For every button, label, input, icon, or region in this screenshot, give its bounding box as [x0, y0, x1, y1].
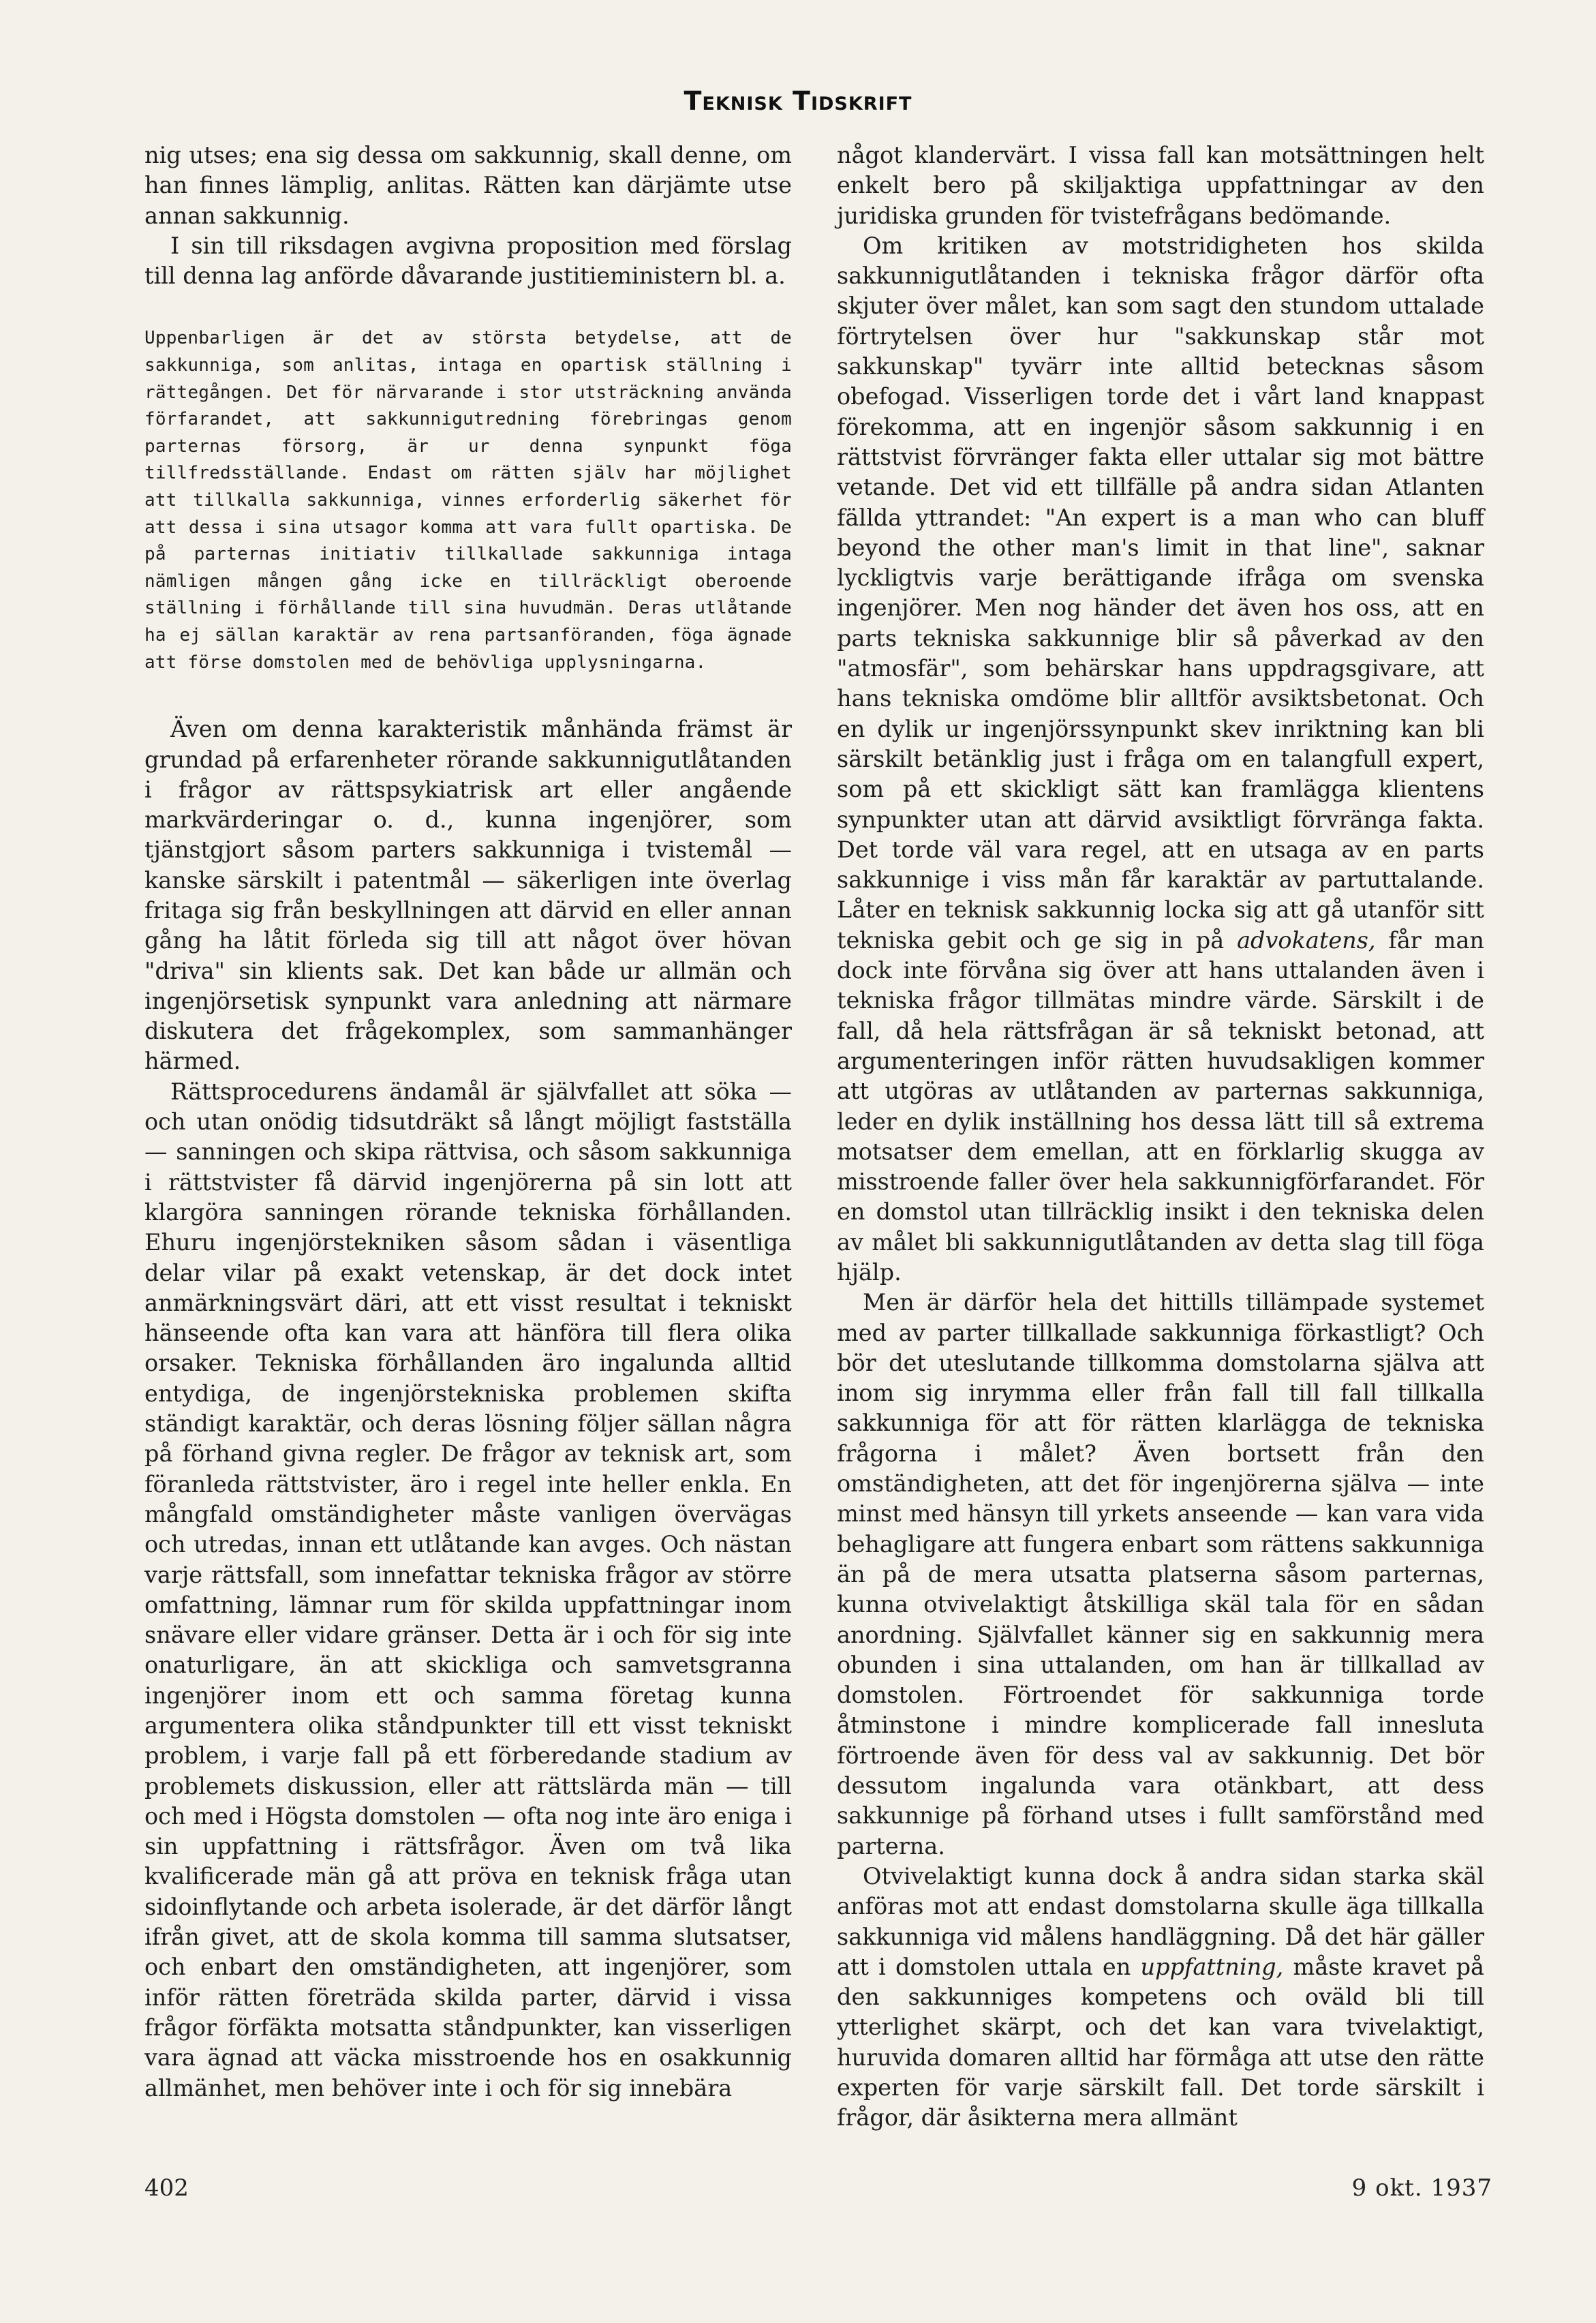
paragraph: nig utses; ena sig dessa om sakkunnig, skall denne, om han finnes lämplig, anlitas. Rätten kan därjämte utse annan sakkunnig. — [144, 142, 792, 229]
block-quote — [144, 325, 792, 676]
paragraph: något klandervärt. I vissa fall kan motsättningen helt enkelt bero på skiljaktiga uppfattningar av den juridiska grunden för tvistefrågans bedömande. — [837, 142, 1484, 229]
text-run: måste kravet på den sakkunniges kompetens och oväld bli till ytterlighet skärpt, och det kan vara tvivelaktigt, huruvida domaren alltid har förmåga att utse den rätte experten för varje särskilt fall. Det torde särskilt i frågor, där åsikterna mera allmänt — [837, 1953, 1484, 2131]
paragraph — [837, 231, 1484, 1288]
quote-text: Uppenbarligen är det av största betydelse, att de sakkunniga, som anlitas, intaga en opartisk ställning i rättegången. Det för närvarande i stor utsträckning använda förfarandet, att sakkunnigutredning förebringas genom parternas försorg, är ur denna synpunkt föga tillfredsställande. Endast om rätten själv har möjlighet att tillkalla sakkunniga, vinnes erforderlig säkerhet för att dessa i sina utsagor komma att vara fullt opartiska. De på parternas initiativ tillkallade sakkunniga intaga nämligen mången gång icke en tillräckligt oberoende ställning i förhållande till sina huvudmän. Deras utlåtande ha ej sällan karaktär av rena partsanföranden, föga ägnade att förse domstolen med de behövliga upplysningarna. — [144, 328, 792, 673]
paragraph: I sin till riksdagen avgivna proposition med förslag till denna lag anförde dåvarande justitieministern bl. a. — [144, 232, 792, 290]
text-run: får man dock inte förvåna sig över att hans uttalanden även i tekniska frågor tillmätas mindre värde. Särskilt i de fall, då hela rättsfrågan är så tekniskt betonad, att argumenteringen inför rätten huvudsakligen kommer att utgöras av utlåtanden av parternas sakkunniga, leder en dylik inställning hos dessa lätt till så extrema motsatser dem emellan, att en förklarlig skugga av misstroende faller över hela sakkunnigförfarandet. För en domstol utan tillräcklig insikt i den tekniska delen av målet bli sakkunnigutlåtanden av detta slag till föga hjälp. — [837, 926, 1484, 1286]
issue-date: 9 okt. 1937 — [1351, 2174, 1492, 2202]
paragraph — [837, 1862, 1484, 2134]
italic-text: uppfattning, — [1140, 1953, 1284, 1980]
paragraph: Men är därför hela det hittills tillämpade systemet med av parter tillkallade sakkunniga förkastligt? Och bör det uteslutande tillkomma domstolarna själva att inom sig inrymma eller från fall till fall tillkalla sakkunniga för att för rätten klarlägga de tekniska frågorna i målet? Även bortsett från den omständigheten, att det för ingenjörerna själva — inte minst med hänsyn till yrkets anseende — kan vara vida behagligare att fungera enbart som rättens sakkunniga än på de mera utsatta platserna såsom parternas, kunna otvivelaktigt åtskilliga skäl tala för en sådan anordning. Självfallet känner sig en sakkunnig mera obunden i sina uttalanden, om han är tillkallad av domstolen. Förtroendet för sakkunniga torde åtminstone i mindre komplicerade fall innesluta förtroende även för dess val av sakkunnig. Det bör dessutom ingalunda vara otänkbart, att dess sakkunnige på förhand utses i fullt samförstånd med parterna. — [837, 1289, 1484, 1859]
page-number: 402 — [144, 2174, 189, 2202]
journal-title: Teknisk Tidskrift — [684, 86, 912, 116]
paragraph: Rättsprocedurens ändamål är självfallet att söka — och utan onödig tidsutdräkt så långt möjligt fastställa — sanningen och skipa rättvisa, och såsom sakkunniga i rättstvister få därvid ingenjörerna på sin lott att klargöra sanningen rörande tekniska förhållanden. Ehuru ingenjörstekniken såsom sådan i väsentliga delar vilar på exakt vetenskap, är det dock intet anmärkningsvärt däri, att ett visst resultat i tekniskt hänseende ofta kan vara att hänföra till flera olika orsaker. Tekniska förhållanden äro ingalunda alltid entydiga, de ingenjörstekniska problemen skifta ständigt karaktär, och deras lösning följer sällan några på förhand givna regler. De frågor av teknisk art, som föranleda rättstvister, äro i regel inte heller enkla. En mångfald omständigheter måste vanligen övervägas och utredas, innan ett utlåtande kan avges. Och nästan varje rättsfall, som innefattar tekniska frågor av större omfattning, lämnar rum för skilda uppfattningar inom snävare eller vidare gränser. Detta är i och för sig inte onaturligare, än att skickliga och samvetsgranna ingenjörer inom ett och samma företag kunna argumentera olika ståndpunkter till ett visst tekniskt problem, i varje fall på ett förberedande stadium av problemets diskussion, eller att rättslärda män — till och med i Högsta domstolen — ofta nog inte äro eniga i sin uppfattning i rättsfrågor. Även om två lika kvalificerade män gå att pröva en teknisk fråga utan sidoinflytande och arbeta isolerade, är det därför långt ifrån givet, att de skola komma till samma slutsatser, och enbart den omständigheten, att ingenjörer, som inför rätten företräda skilda parter, därvid i vissa frågor förfäkta motsatta ståndpunkter, kan visserligen vara ägnad att väcka misstroende hos en osakkunnig allmänhet, men behöver inte i och för sig innebära — [144, 1078, 792, 2101]
text-run: Om kritiken av motstridigheten hos skilda sakkunnigutlåtanden i tekniska frågor därför ofta skjuter över målet, kan som sagt den stundom uttalade förtrytelsen över hur "sakkunskap står mot sakkunskap" tyvärr inte alltid betecknas såsom obefogad. Visserligen torde det i vårt land knappast förekomma, att en ingenjör såsom sakkunnig i en rättstvist förvränger fakta eller uttalar sig mot bättre vetande. Det vid ett tillfälle på andra sidan Atlanten fällda yttrandet: "An expert is a man who can bluff beyond the other man's limit in that line", saknar lyckligtvis varje berättigande ifråga om svenska ingenjörer. Men nog händer det även hos oss, att en parts tekniska sakkunnige blir så påverkad av den "atmosfär", som behärskar hans uppdragsgivare, att hans tekniska omdöme blir alltför avsiktsbetonat. Och en dylik ur ingenjörssynpunkt skev inriktning kan bli särskilt betänklig just i fråga om en talangfull expert, som på ett skickligt sätt kan framlägga klientens synpunkter utan att därvid avsiktligt förvränga fakta. Det torde väl vara regel, att en utsaga av en parts sakkunnige i viss mån får karaktär av partuttalande. Låter en teknisk sakkunnig locka sig att gå utanför sitt tekniska gebit och ge sig in på — [837, 232, 1484, 954]
left-column — [144, 140, 792, 2104]
paragraph: Även om denna karakteristik månhända främst är grundad på erfarenheter rörande sakkunnigutlåtanden i frågor av rättspsykiatrisk art eller angående markvärderingar o. d., kunna ingenjörer, som tjänstgjort såsom parters sakkunniga i tvistemål — kanske särskilt i patentmål — säkerligen inte överlag fritaga sig från beskyllningen att därvid en eller annan gång ha låtit förleda sig till att något över hövan "driva" sin klients sak. Det kan både ur allmän och ingenjörsetisk synpunkt vara anledning att närmare diskutera det frågekomplex, som sammanhänger härmed. — [144, 716, 792, 1075]
text-run: Otvivelaktigt kunna dock å andra sidan starka skäl anföras mot att endast domstolarna skulle äga tillkalla sakkunniga vid målens handläggning. Då det här gäller att i domstolen uttala en — [837, 1862, 1484, 1980]
italic-text: advokatens, — [1237, 926, 1376, 954]
right-column — [837, 140, 1484, 2134]
